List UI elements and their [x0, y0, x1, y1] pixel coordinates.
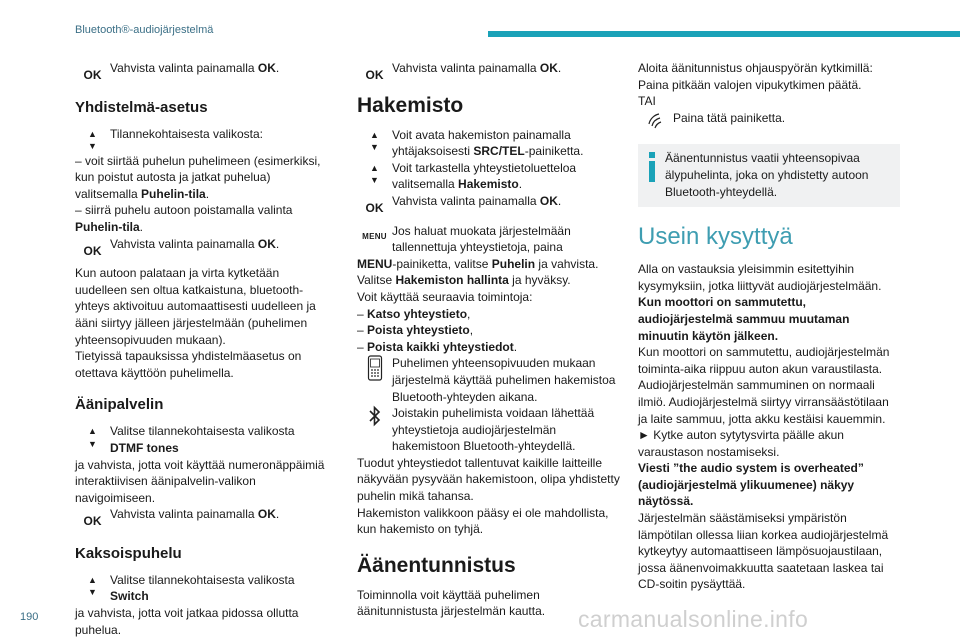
paragraph: Toiminnolla voit käyttää puhelimen äänitunnistusta järjestelmän kautta. — [357, 587, 546, 619]
paragraph: MENU-painiketta, valitse Puhelin ja vahvista. — [357, 256, 599, 271]
smartphone-icon — [357, 355, 392, 386]
directory-step-2: ▲ ▼ Voit tarkastella yhteystietoluetteloa valitsemalla Hakemisto. — [357, 160, 622, 193]
heading-voice-server: Äänipalvelin — [75, 396, 164, 414]
faq-answer: Järjestelmän säästämiseksi ympäristön lämpötilan ollessa liian korkea audiojärjestelmä kytkeytyy automaattiseen lämpösuojaustilaan, jossa äänenvoimakkuutta saatetaan laskea tai CD-soitin pysäyttää. — [638, 511, 889, 592]
ok-button-icon: OK — [365, 68, 384, 82]
paragraph: Aloita äänitunnistus ohjauspyörän kytkimillä: — [638, 61, 873, 75]
system-option-1: – voit siirtää puhelun puhelimeen (esimerkiksi, kun poistut autosta ja jatkat puhelua) valitsemalla Puhelin-tila. — [75, 153, 321, 201]
watermark: carmanualsonline.info — [578, 606, 809, 632]
header-accent-bar — [488, 31, 960, 37]
phone-compat-note: Puhelimen yhteensopivuuden mukaan järjestelmä käyttää puhelimen hakemistoa Bluetooth-yhteyden aikana. — [357, 355, 622, 405]
confirm-step: OK Vahvista valinta painamalla OK. — [75, 236, 325, 260]
ok-button-icon: OK — [83, 68, 102, 82]
function-item: – Katso yhteystieto, — [357, 306, 471, 321]
arrow-up-down-icon: ▲ ▼ — [88, 574, 97, 598]
heading-directory: Hakemisto — [357, 93, 464, 117]
heading-voice-recognition: Äänentunnistus — [357, 553, 516, 577]
paragraph: TAI — [638, 94, 656, 109]
voice-button-step: Paina tätä painiketta. — [638, 110, 900, 135]
arrow-up-down-icon: ▲ ▼ — [88, 128, 97, 152]
arrow-up-down-icon: ▲ ▼ — [370, 129, 379, 153]
heading-double-call: Kaksoispuhelu — [75, 544, 182, 562]
info-icon — [649, 152, 655, 182]
menu-step: MENU Jos haluat muokata järjestelmään tallennettuja yhteystietoja, paina — [357, 223, 622, 256]
bluetooth-icon — [357, 405, 392, 432]
bluetooth-note: Joistakin puhelimista voidaan lähettää yhteystietoja audiojärjestelmän hakemistoon Bluetooth-yhteydellä. — [357, 405, 622, 455]
info-note: Äänentunnistus vaatii yhteensopivaa älypuhelinta, joka on yhdistetty autoon Bluetooth-yhteydellä. — [638, 144, 900, 207]
system-option-2: – siirrä puhelu autoon poistamalla valinta Puhelin-tila. — [75, 203, 293, 234]
paragraph: Hakemiston valikkoon pääsy ei ole mahdollista, kun hakemisto on tyhjä. — [357, 505, 609, 537]
faq-answer: Kun moottori on sammutettu, audiojärjestelmän toiminta-aika riippuu auton akun varaustilasta. Audiojärjestelmän sammuminen on normaali ilmiö. Audiojärjestelmä siirtyy virransäästötilaan ja laite sammuu, jotta akku kestäisi kauemmin. — [638, 345, 890, 426]
page-number: 190 — [20, 611, 39, 623]
paragraph: Tietyissä tapauksissa yhdistelmäasetus on otettava käyttöön puhelimella. — [75, 349, 302, 380]
menu-button-icon: MENU — [362, 231, 387, 241]
faq-action: ► Kytke auton sytytysvirta päälle akun varaustason nostamiseksi. — [638, 428, 844, 459]
paragraph: Kun autoon palataan ja virta kytketään uudelleen sen oltua katkaistuna, bluetooth-yhteys aktivoituu automaattisesti uudelleen ja ääni siirtyy jälleen järjestelmään (puhelimen yhteensopivuuden mukaan). — [75, 266, 316, 347]
confirm-step: OK Vahvista valinta painamalla OK. — [357, 193, 622, 217]
paragraph: Tuodut yhteystiedot tallentuvat kaikille laitteille näkyvään pysyvään hakemistoon, olipa yhdistetty puhelin mikä tahansa. — [357, 455, 620, 504]
directory-step-1: ▲ ▼ Voit avata hakemiston painamalla yhtäjaksoisesti SRC/TEL-painiketta. — [357, 127, 622, 160]
function-item: – Poista yhteystieto, — [357, 323, 474, 338]
paragraph: ja vahvista, jotta voit käyttää numeronäppäimiä interaktiivisen äänipalvelin-valikon navigoimiseen. — [75, 457, 325, 505]
paragraph: Valitse Hakemiston hallinta ja hyväksy. — [357, 273, 571, 288]
arrow-up-down-icon: ▲ ▼ — [88, 426, 97, 449]
column-3 — [638, 60, 900, 593]
column-2 — [357, 60, 622, 620]
paragraph: Voit käyttää seuraavia toimintoja: — [357, 289, 533, 304]
paragraph: Paina pitkään valojen vipukytkimen päätä. — [638, 77, 862, 92]
ok-button-icon: OK — [365, 200, 384, 215]
system-step: ▲ ▼ Tilannekohtaisesta valikosta: — [75, 126, 325, 153]
heading-faq: Usein kysyttyä — [638, 223, 793, 251]
voice-step: ▲ ▼ Valitse tilannekohtaisesta valikosta DTMF tones — [75, 423, 325, 456]
column-1 — [75, 60, 325, 638]
confirm-step: OK Vahvista valinta painamalla OK. — [357, 60, 622, 84]
ok-button-icon: OK — [83, 243, 102, 258]
function-item: – Poista kaikki yhteystiedot. — [357, 339, 518, 354]
ok-button-icon: OK — [83, 514, 102, 529]
faq-question: Viesti ”the audio system is overheated” (audiojärjestelmä ylikuumenee) näkyy näytössä. — [638, 461, 864, 509]
heading-system: Yhdistelmä-asetus — [75, 98, 208, 116]
arrow-up-down-icon: ▲ ▼ — [370, 162, 379, 186]
double-step: ▲ ▼ Valitse tilannekohtaisesta valikosta Switch — [75, 572, 325, 605]
faq-question: Kun moottori on sammutettu, audiojärjestelmä sammuu muutaman minuutin käytön jälkeen. — [638, 295, 850, 343]
paragraph: Alla on vastauksia yleisimmin esitettyihin kysymyksiin, jotka liittyvät audiojärjestelmään. — [638, 262, 882, 293]
running-header: Bluetooth®-audiojärjestelmä — [75, 24, 214, 36]
confirm-step: OK Vahvista valinta painamalla OK. — [75, 506, 325, 530]
paragraph: ja vahvista, jotta voit jatkaa pidossa ollutta puhelua. — [75, 606, 299, 637]
confirm-step: OK Vahvista valinta painamalla OK. — [75, 60, 325, 84]
voice-command-icon — [638, 110, 673, 135]
